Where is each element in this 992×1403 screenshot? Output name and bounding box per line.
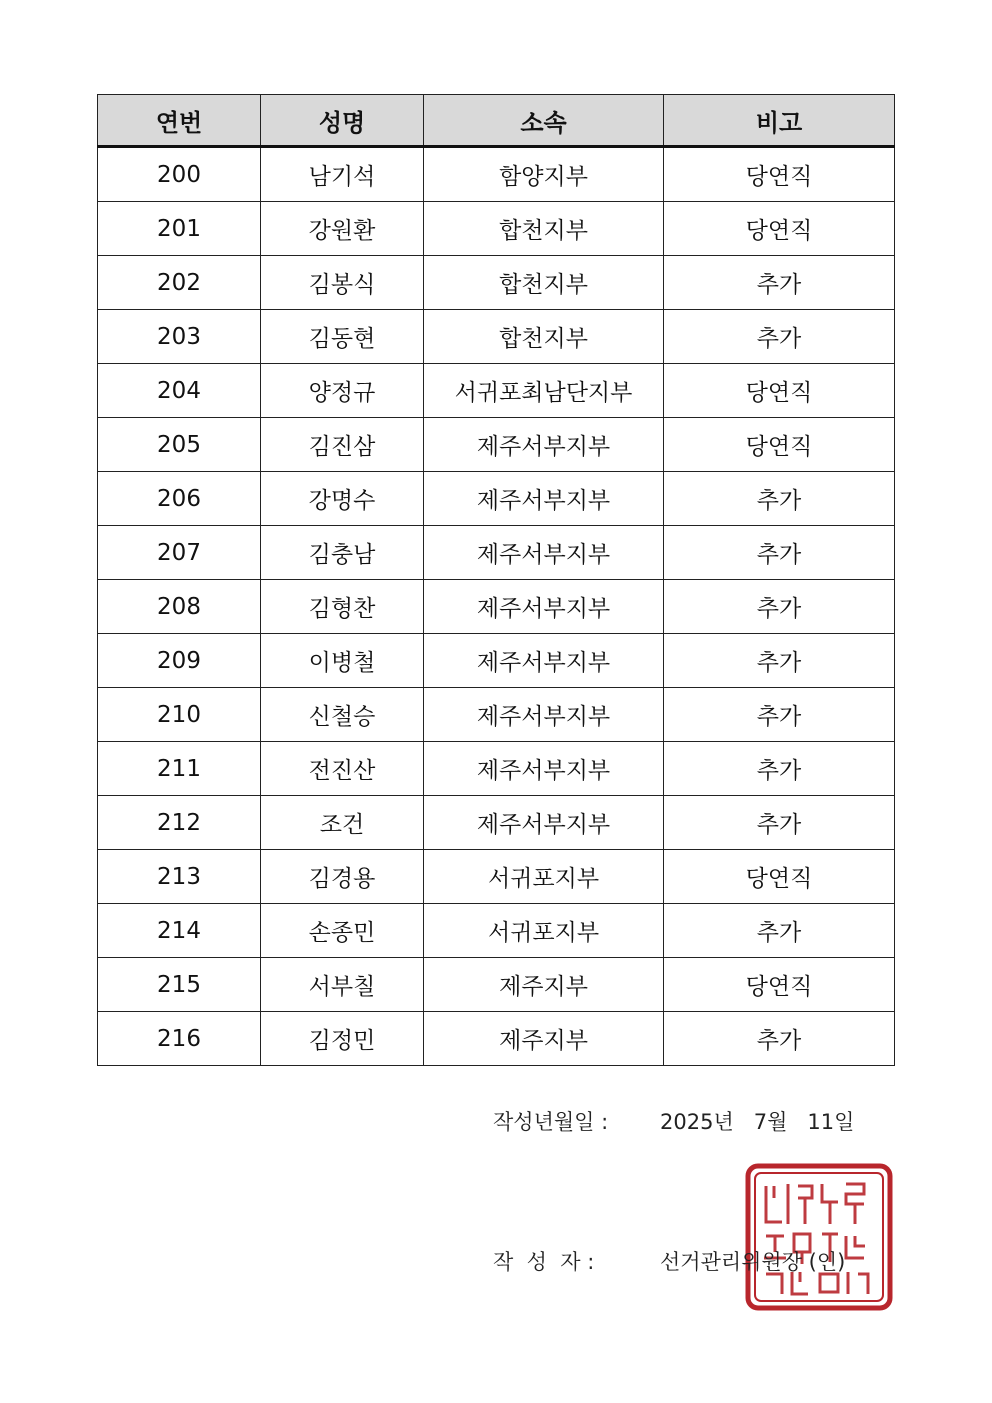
header-remarks: 비고 xyxy=(664,95,895,147)
cell-affiliation: 서귀포최남단지부 xyxy=(424,364,664,418)
cell-affiliation: 함양지부 xyxy=(424,147,664,202)
cell-remarks: 추가 xyxy=(664,1012,895,1066)
cell-name: 손종민 xyxy=(261,904,424,958)
cell-number: 202 xyxy=(98,256,261,310)
cell-name: 강원환 xyxy=(261,202,424,256)
table-row xyxy=(98,904,895,958)
table-row xyxy=(98,418,895,472)
cell-remarks: 당연직 xyxy=(664,364,895,418)
table-row xyxy=(98,1012,895,1066)
cell-number: 209 xyxy=(98,634,261,688)
cell-remarks: 추가 xyxy=(664,310,895,364)
cell-remarks: 추가 xyxy=(664,256,895,310)
table-row xyxy=(98,364,895,418)
table-row xyxy=(98,310,895,364)
cell-affiliation: 제주서부지부 xyxy=(424,526,664,580)
table-row xyxy=(98,147,895,202)
cell-number: 203 xyxy=(98,310,261,364)
cell-name: 전진산 xyxy=(261,742,424,796)
table-row xyxy=(98,256,895,310)
cell-affiliation: 서귀포지부 xyxy=(424,904,664,958)
cell-remarks: 당연직 xyxy=(664,147,895,202)
date-value: 2025년 7월 11일 xyxy=(660,1110,855,1134)
cell-remarks: 추가 xyxy=(664,742,895,796)
cell-number: 216 xyxy=(98,1012,261,1066)
cell-name: 조건 xyxy=(261,796,424,850)
cell-number: 207 xyxy=(98,526,261,580)
table-row xyxy=(98,742,895,796)
cell-name: 김충남 xyxy=(261,526,424,580)
table-row xyxy=(98,526,895,580)
author-value: 선거관리위원장 (인) xyxy=(660,1250,846,1274)
cell-remarks: 당연직 xyxy=(664,418,895,472)
cell-number: 200 xyxy=(98,147,261,202)
cell-remarks: 당연직 xyxy=(664,850,895,904)
cell-name: 김동현 xyxy=(261,310,424,364)
cell-remarks: 추가 xyxy=(664,526,895,580)
table-row xyxy=(98,634,895,688)
date-label: 작성년월일 : xyxy=(493,1110,609,1134)
cell-name: 양정규 xyxy=(261,364,424,418)
cell-affiliation: 서귀포지부 xyxy=(424,850,664,904)
cell-remarks: 추가 xyxy=(664,472,895,526)
cell-affiliation: 제주지부 xyxy=(424,958,664,1012)
cell-name: 김형찬 xyxy=(261,580,424,634)
cell-remarks: 추가 xyxy=(664,796,895,850)
cell-affiliation: 제주서부지부 xyxy=(424,472,664,526)
cell-remarks: 추가 xyxy=(664,688,895,742)
header-affiliation: 소속 xyxy=(424,95,664,147)
cell-remarks: 추가 xyxy=(664,634,895,688)
cell-number: 211 xyxy=(98,742,261,796)
cell-number: 215 xyxy=(98,958,261,1012)
header-number: 연번 xyxy=(98,95,261,147)
cell-number: 208 xyxy=(98,580,261,634)
table-row xyxy=(98,958,895,1012)
cell-affiliation: 제주지부 xyxy=(424,1012,664,1066)
table-row xyxy=(98,850,895,904)
cell-remarks: 당연직 xyxy=(664,202,895,256)
table-row xyxy=(98,580,895,634)
cell-affiliation: 제주서부지부 xyxy=(424,634,664,688)
cell-name: 김봉식 xyxy=(261,256,424,310)
cell-affiliation: 제주서부지부 xyxy=(424,742,664,796)
cell-remarks: 당연직 xyxy=(664,958,895,1012)
table-header-row xyxy=(98,95,895,147)
author-label: 작 성 자 : xyxy=(493,1250,595,1274)
cell-remarks: 추가 xyxy=(664,580,895,634)
table-body xyxy=(98,147,895,1066)
cell-affiliation: 합천지부 xyxy=(424,310,664,364)
cell-name: 강명수 xyxy=(261,472,424,526)
cell-name: 신철승 xyxy=(261,688,424,742)
cell-name: 김경용 xyxy=(261,850,424,904)
official-seal xyxy=(744,1162,894,1312)
cell-number: 210 xyxy=(98,688,261,742)
cell-remarks: 추가 xyxy=(664,904,895,958)
table-row xyxy=(98,202,895,256)
cell-affiliation: 제주서부지부 xyxy=(424,796,664,850)
cell-affiliation: 제주서부지부 xyxy=(424,580,664,634)
cell-number: 205 xyxy=(98,418,261,472)
cell-affiliation: 제주서부지부 xyxy=(424,688,664,742)
cell-number: 213 xyxy=(98,850,261,904)
cell-number: 201 xyxy=(98,202,261,256)
cell-affiliation: 합천지부 xyxy=(424,202,664,256)
cell-number: 212 xyxy=(98,796,261,850)
cell-name: 서부칠 xyxy=(261,958,424,1012)
cell-name: 이병철 xyxy=(261,634,424,688)
cell-number: 204 xyxy=(98,364,261,418)
cell-number: 206 xyxy=(98,472,261,526)
cell-affiliation: 제주서부지부 xyxy=(424,418,664,472)
cell-name: 김정민 xyxy=(261,1012,424,1066)
table-row xyxy=(98,472,895,526)
cell-affiliation: 합천지부 xyxy=(424,256,664,310)
roster-table xyxy=(97,94,895,1066)
cell-number: 214 xyxy=(98,904,261,958)
cell-name: 김진삼 xyxy=(261,418,424,472)
cell-name: 남기석 xyxy=(261,147,424,202)
header-name: 성명 xyxy=(261,95,424,147)
table-row xyxy=(98,796,895,850)
table-row xyxy=(98,688,895,742)
